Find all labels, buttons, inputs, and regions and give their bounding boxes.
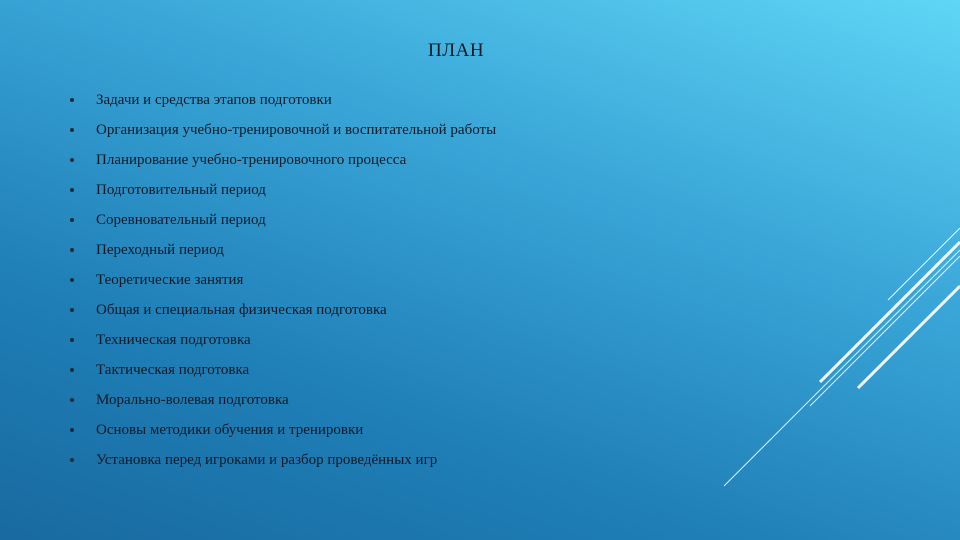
decor-line bbox=[820, 242, 960, 382]
decor-line bbox=[724, 250, 960, 486]
list-item-text: Общая и специальная физическая подготовка bbox=[96, 302, 387, 318]
list-item-text: Задачи и средства этапов подготовки bbox=[96, 92, 332, 108]
list-item-text: Подготовительный период bbox=[96, 182, 266, 198]
list-item-text: Установка перед игроками и разбор проведённых игр bbox=[96, 452, 438, 468]
list-item-text: Переходный период bbox=[96, 242, 224, 258]
list-item-text: Основы методики обучения и тренировки bbox=[96, 422, 364, 438]
decor-line bbox=[810, 256, 960, 406]
list-item-text: Планирование учебно-тренировочного процесса bbox=[96, 152, 407, 168]
slide-title-text: ПЛАН bbox=[428, 40, 485, 61]
list-item-text: Тактическая подготовка bbox=[96, 362, 250, 378]
list-item-text: Техническая подготовка bbox=[96, 332, 251, 348]
list-item-text: Соревновательный период bbox=[96, 212, 266, 228]
list-item-text: Морально-волевая подготовка bbox=[96, 392, 289, 408]
list-item-text: Организация учебно-тренировочной и воспитательной работы bbox=[96, 122, 497, 138]
decor-line bbox=[888, 228, 960, 300]
list-item-text: Теоретические занятия bbox=[96, 272, 244, 288]
